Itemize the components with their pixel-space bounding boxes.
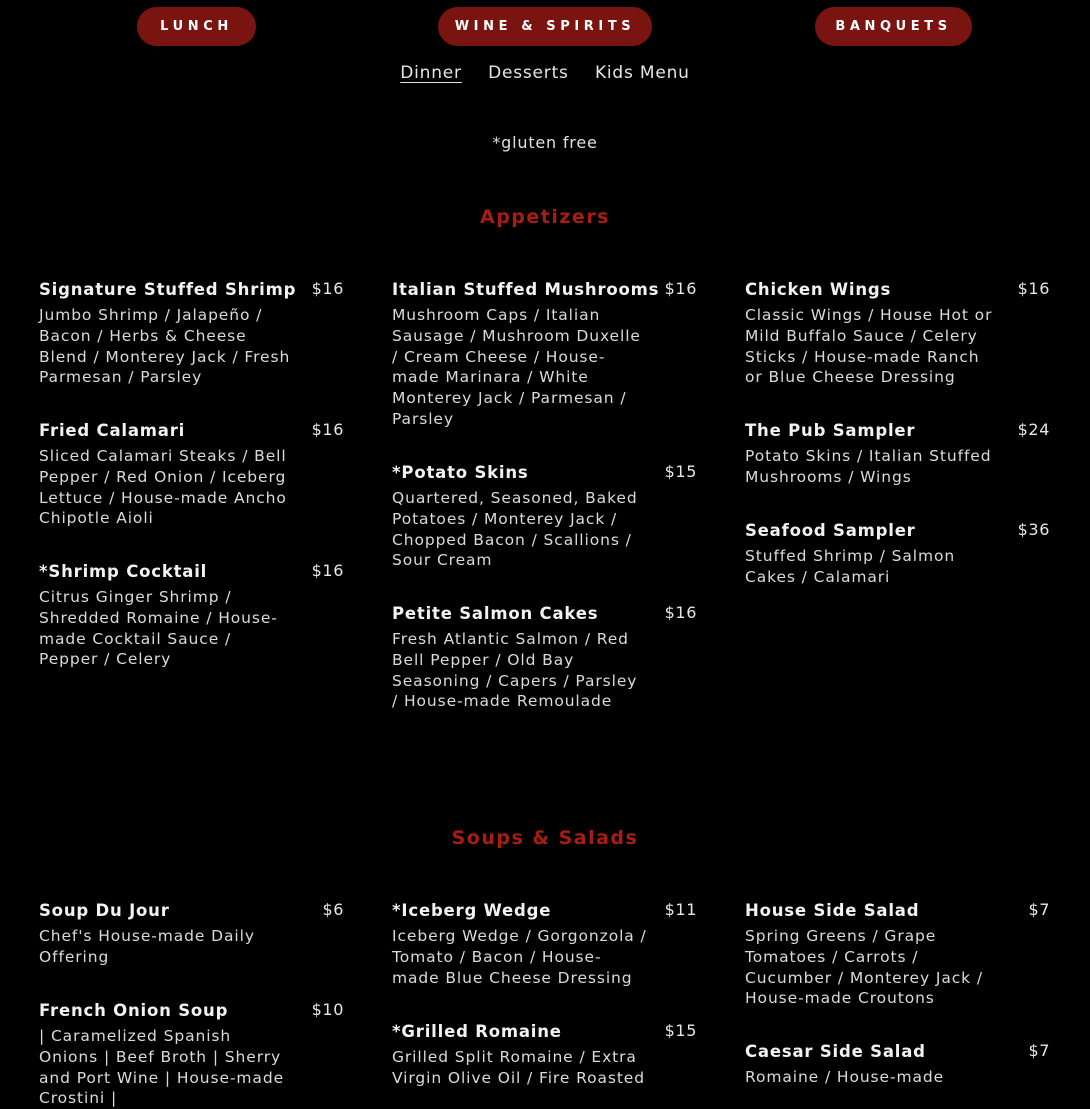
- item-description: Sliced Calamari Steaks / Bell Pepper / Red Onion / Iceberg Lettuce / House-made Ancho Chipotle Aioli: [39, 447, 287, 528]
- item-name: Italian Stuffed Mushrooms: [392, 280, 660, 299]
- item-price: $6: [322, 900, 344, 919]
- item-description: Classic Wings / House Hot or Mild Buffalo Sauce / Celery Sticks / House-made Ranch or Blue Cheese Dressing: [745, 306, 993, 387]
- item-description: Mushroom Caps / Italian Sausage / Mushroom Duxelle / Cream Cheese / House-made Marinara / White Monterey Jack / Parmesan / Parsley: [392, 306, 641, 428]
- item-name: House Side Salad: [745, 901, 920, 920]
- item-price: $16: [664, 279, 697, 298]
- item-description: Chef's House-made Daily Offering: [39, 927, 255, 966]
- item-price: $10: [311, 1000, 344, 1019]
- item-price: $15: [664, 462, 697, 481]
- item-description: Romaine / House-made: [745, 1068, 945, 1086]
- item-name: Soup Du Jour: [39, 901, 170, 920]
- banquets-button[interactable]: BANQUETS: [815, 7, 972, 46]
- item-price: $24: [1017, 420, 1050, 439]
- wine-spirits-button[interactable]: WINE & SPIRITS: [438, 7, 652, 46]
- item-name: Caesar Side Salad: [745, 1042, 926, 1061]
- item-name: *Potato Skins: [392, 463, 529, 482]
- item-name: *Grilled Romaine: [392, 1022, 562, 1041]
- item-price: $7: [1028, 1041, 1050, 1060]
- item-description: Citrus Ginger Shrimp / Shredded Romaine / House-made Cocktail Sauce / Pepper / Celery: [39, 588, 278, 669]
- item-name: Chicken Wings: [745, 280, 892, 299]
- item-description: Potato Skins / Italian Stuffed Mushrooms / Wings: [745, 447, 992, 486]
- item-price: $11: [664, 900, 697, 919]
- gluten-free-note: *gluten free: [492, 133, 598, 152]
- item-name: Seafood Sampler: [745, 521, 916, 540]
- item-price: $15: [664, 1021, 697, 1040]
- item-name: Fried Calamari: [39, 421, 186, 440]
- kids-menu-link[interactable]: Kids Menu: [594, 63, 690, 83]
- item-price: $7: [1028, 900, 1050, 919]
- item-name: *Shrimp Cocktail: [39, 562, 208, 581]
- soups-salads-heading: Soups & Salads: [451, 827, 639, 849]
- item-price: $16: [664, 603, 697, 622]
- menu-subnav: [0, 63, 1090, 83]
- item-description: Spring Greens / Grape Tomatoes / Carrots / Cucumber / Monterey Jack / House-made Croutons: [745, 927, 983, 1008]
- item-price: $16: [311, 279, 344, 298]
- item-price: $36: [1017, 520, 1050, 539]
- item-description: Fresh Atlantic Salmon / Red Bell Pepper / Old Bay Seasoning / Capers / Parsley / House-made Remoulade: [392, 630, 638, 711]
- desserts-link[interactable]: Desserts: [488, 63, 569, 83]
- item-description: | Caramelized Spanish Onions | Beef Broth | Sherry and Port Wine | House-made Crostini |: [39, 1027, 285, 1108]
- item-description: Jumbo Shrimp / Jalapeño / Bacon / Herbs & Cheese Blend / Monterey Jack / Fresh Parmesan / Parsley: [39, 306, 291, 387]
- item-name: Signature Stuffed Shrimp: [39, 280, 297, 299]
- appetizers-heading: Appetizers: [479, 206, 610, 228]
- item-price: $16: [1017, 279, 1050, 298]
- item-price: $16: [311, 561, 344, 580]
- dinner-link[interactable]: Dinner: [400, 63, 462, 83]
- item-name: Petite Salmon Cakes: [392, 604, 599, 623]
- item-description: Stuffed Shrimp / Salmon Cakes / Calamari: [745, 547, 956, 586]
- item-name: French Onion Soup: [39, 1001, 229, 1020]
- item-name: The Pub Sampler: [745, 421, 916, 440]
- item-name: *Iceberg Wedge: [392, 901, 552, 920]
- item-description: Iceberg Wedge / Gorgonzola / Tomato / Bacon / House-made Blue Cheese Dressing: [392, 927, 647, 987]
- item-price: $16: [311, 420, 344, 439]
- lunch-button[interactable]: LUNCH: [137, 7, 256, 46]
- item-description: Grilled Split Romaine / Extra Virgin Olive Oil / Fire Roasted: [392, 1048, 645, 1087]
- item-description: Quartered, Seasoned, Baked Potatoes / Monterey Jack / Chopped Bacon / Scallions / Sour Cream: [392, 489, 638, 570]
